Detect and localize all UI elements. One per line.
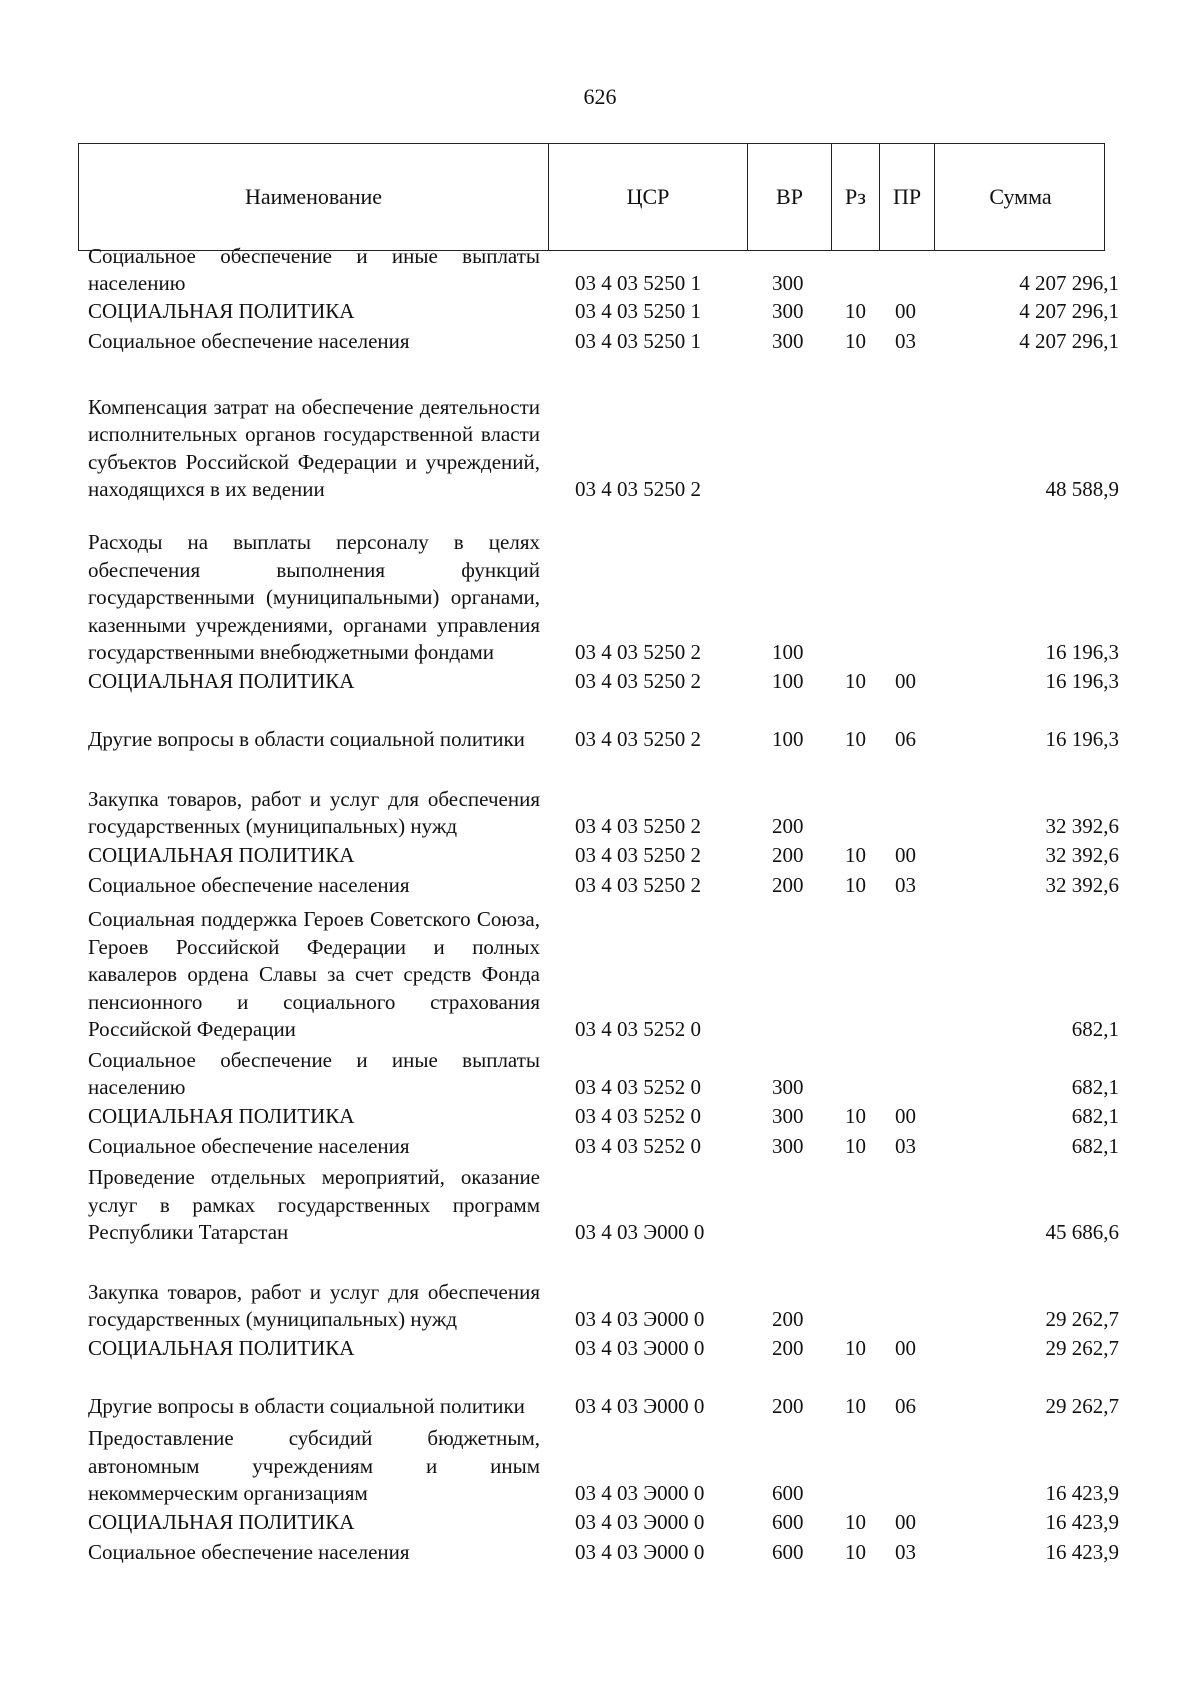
- row-sum: 16 196,3: [1045, 669, 1119, 694]
- row-vr: 300: [772, 1075, 804, 1100]
- row-pr: 00: [895, 299, 916, 324]
- row-csr: 03 4 03 5252 0: [575, 1017, 701, 1042]
- row-name: Социальное обеспечение населения: [88, 873, 410, 898]
- row-vr: 300: [772, 329, 804, 354]
- row-sum: 682,1: [1071, 1075, 1119, 1100]
- row-pr: 06: [895, 727, 916, 752]
- row-pr: 06: [895, 1394, 916, 1419]
- row-name: Социальная поддержка Героев Советского Союза, Героев Российской Федерации и полных кавалеров ордена Славы за счет средств Фонда пенсионного и социального страхования Российской Федерации: [88, 907, 540, 1042]
- row-sum: 4 207 296,1: [1019, 329, 1119, 354]
- row-vr: 200: [772, 814, 804, 839]
- row-sum: 16 423,9: [1045, 1481, 1119, 1506]
- row-csr: 03 4 03 Э000 0: [575, 1481, 705, 1506]
- row-rz: 10: [845, 1134, 866, 1159]
- row-name: Другие вопросы в области социальной политики: [88, 1394, 525, 1419]
- row-vr: 200: [772, 1336, 804, 1361]
- row-csr: 03 4 03 5250 1: [575, 299, 701, 324]
- row-rz: 10: [845, 299, 866, 324]
- row-name: Социальное обеспечение и иные выплаты населению: [88, 1047, 540, 1100]
- row-sum: 29 262,7: [1045, 1394, 1119, 1419]
- row-name: СОЦИАЛЬНАЯ ПОЛИТИКА: [88, 1510, 355, 1535]
- row-sum: 29 262,7: [1045, 1336, 1119, 1361]
- row-name: Компенсация затрат на обеспечение деятельности исполнительных органов государственной власти субъектов Российской Федерации и учреждений, находящихся в их ведении: [88, 394, 540, 502]
- row-sum: 682,1: [1071, 1134, 1119, 1159]
- row-pr: 00: [895, 1510, 916, 1535]
- row-sum: 16 196,3: [1045, 727, 1119, 752]
- row-name: Расходы на выплаты персоналу в целях обеспечения выполнения функций государственными (муниципальными) органами, казенными учреждениями, органами управления государственными внебюджетными фондами: [88, 530, 540, 665]
- row-vr: 100: [772, 669, 804, 694]
- row-sum: 682,1: [1071, 1104, 1119, 1129]
- row-pr: 00: [895, 1104, 916, 1129]
- row-csr: 03 4 03 Э000 0: [575, 1307, 705, 1332]
- row-vr: 300: [772, 1104, 804, 1129]
- row-csr: 03 4 03 5252 0: [575, 1134, 701, 1159]
- header-pr: ПР: [880, 144, 935, 250]
- row-rz: 10: [845, 329, 866, 354]
- row-csr: 03 4 03 Э000 0: [575, 1394, 705, 1419]
- row-csr: 03 4 03 Э000 0: [575, 1510, 705, 1535]
- row-csr: 03 4 03 Э000 0: [575, 1540, 705, 1565]
- row-sum: 16 196,3: [1045, 640, 1119, 665]
- row-vr: 200: [772, 873, 804, 898]
- row-vr: 600: [772, 1481, 804, 1506]
- row-vr: 600: [772, 1510, 804, 1535]
- row-vr: 300: [772, 1134, 804, 1159]
- row-name: СОЦИАЛЬНАЯ ПОЛИТИКА: [88, 1336, 355, 1361]
- row-name: Социальное обеспечение населения: [88, 1134, 410, 1159]
- row-name: СОЦИАЛЬНАЯ ПОЛИТИКА: [88, 299, 355, 324]
- row-rz: 10: [845, 873, 866, 898]
- row-vr: 600: [772, 1540, 804, 1565]
- row-rz: 10: [845, 1540, 866, 1565]
- row-vr: 100: [772, 727, 804, 752]
- row-rz: 10: [845, 1104, 866, 1129]
- row-csr: 03 4 03 5250 2: [575, 477, 701, 502]
- row-name: СОЦИАЛЬНАЯ ПОЛИТИКА: [88, 843, 355, 868]
- row-csr: 03 4 03 5252 0: [575, 1104, 701, 1129]
- header-name: Наименование: [79, 144, 549, 250]
- row-name: Социальное обеспечение и иные выплаты населению: [88, 243, 540, 296]
- row-name: СОЦИАЛЬНАЯ ПОЛИТИКА: [88, 1104, 355, 1129]
- row-name: Предоставление субсидий бюджетным, автономным учреждениям и иным некоммерческим организациям: [88, 1426, 540, 1506]
- row-sum: 29 262,7: [1045, 1307, 1119, 1332]
- row-pr: 03: [895, 873, 916, 898]
- row-name: Социальное обеспечение населения: [88, 329, 410, 354]
- header-rz: Рз: [832, 144, 880, 250]
- row-rz: 10: [845, 1336, 866, 1361]
- row-sum: 16 423,9: [1045, 1510, 1119, 1535]
- row-pr: 03: [895, 329, 916, 354]
- row-pr: 03: [895, 1134, 916, 1159]
- row-name: Социальное обеспечение населения: [88, 1540, 410, 1565]
- row-name: Закупка товаров, работ и услуг для обеспечения государственных (муниципальных) нужд: [88, 1279, 540, 1332]
- row-csr: 03 4 03 5252 0: [575, 1075, 701, 1100]
- row-pr: 03: [895, 1540, 916, 1565]
- row-sum: 16 423,9: [1045, 1540, 1119, 1565]
- row-sum: 32 392,6: [1045, 814, 1119, 839]
- row-csr: 03 4 03 5250 2: [575, 843, 701, 868]
- row-name: Другие вопросы в области социальной политики: [88, 727, 525, 752]
- header-csr: ЦСР: [549, 144, 748, 250]
- row-vr: 300: [772, 299, 804, 324]
- row-csr: 03 4 03 5250 1: [575, 271, 701, 296]
- row-vr: 200: [772, 1394, 804, 1419]
- row-csr: 03 4 03 Э000 0: [575, 1220, 705, 1245]
- row-vr: 200: [772, 1307, 804, 1332]
- row-pr: 00: [895, 843, 916, 868]
- row-csr: 03 4 03 5250 2: [575, 640, 701, 665]
- row-rz: 10: [845, 1394, 866, 1419]
- row-sum: 32 392,6: [1045, 873, 1119, 898]
- row-name: СОЦИАЛЬНАЯ ПОЛИТИКА: [88, 669, 355, 694]
- row-rz: 10: [845, 727, 866, 752]
- row-sum: 48 588,9: [1045, 477, 1119, 502]
- row-rz: 10: [845, 843, 866, 868]
- row-pr: 00: [895, 1336, 916, 1361]
- row-csr: 03 4 03 5250 2: [575, 814, 701, 839]
- row-csr: 03 4 03 5250 1: [575, 329, 701, 354]
- row-vr: 100: [772, 640, 804, 665]
- row-csr: 03 4 03 5250 2: [575, 727, 701, 752]
- row-sum: 4 207 296,1: [1019, 271, 1119, 296]
- row-vr: 300: [772, 271, 804, 296]
- row-vr: 200: [772, 843, 804, 868]
- row-name: Проведение отдельных мероприятий, оказание услуг в рамках государственных программ Республики Татарстан: [88, 1165, 540, 1245]
- row-csr: 03 4 03 5250 2: [575, 873, 701, 898]
- header-vr: ВР: [748, 144, 832, 250]
- header-sum: Сумма: [989, 184, 1052, 209]
- row-pr: 00: [895, 669, 916, 694]
- page-number: 626: [583, 84, 617, 109]
- row-sum: 32 392,6: [1045, 843, 1119, 868]
- row-sum: 45 686,6: [1045, 1220, 1119, 1245]
- row-rz: 10: [845, 669, 866, 694]
- row-rz: 10: [845, 1510, 866, 1535]
- row-csr: 03 4 03 5250 2: [575, 669, 701, 694]
- row-sum: 4 207 296,1: [1019, 299, 1119, 324]
- row-sum: 682,1: [1071, 1017, 1119, 1042]
- row-name: Закупка товаров, работ и услуг для обеспечения государственных (муниципальных) нужд: [88, 786, 540, 839]
- row-csr: 03 4 03 Э000 0: [575, 1336, 705, 1361]
